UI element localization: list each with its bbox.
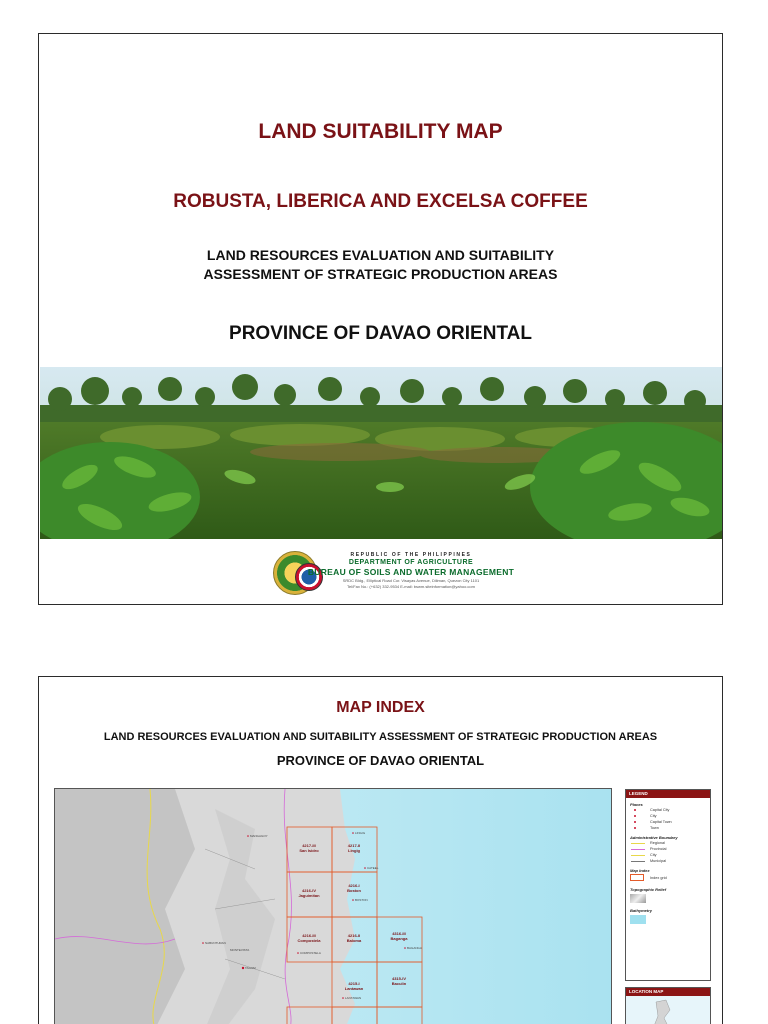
legend-places-heading: Places bbox=[630, 802, 643, 807]
cover-page bbox=[38, 33, 723, 605]
location-map bbox=[625, 987, 711, 1024]
grid-name: Jaguimitan bbox=[298, 893, 320, 898]
department-label: DEPARTMENT OF AGRICULTURE bbox=[348, 559, 474, 566]
legend-item: City bbox=[626, 813, 710, 819]
agency-footer bbox=[39, 539, 722, 605]
city-icon bbox=[634, 815, 636, 817]
grid-name: Baloma bbox=[346, 938, 362, 943]
subtitle-line-2: ASSESSMENT OF STRATEGIC PRODUCTION AREAS bbox=[203, 266, 558, 282]
crop-title: ROBUSTA, LIBERICA AND EXCELSA COFFEE bbox=[173, 191, 588, 212]
place-label: LINGIG bbox=[355, 831, 366, 835]
map-legend bbox=[625, 789, 711, 981]
location-map-graphic bbox=[626, 996, 711, 1024]
grid-name: Baculin bbox=[391, 981, 407, 986]
legend-relief-swatch bbox=[626, 892, 710, 904]
map-index-subtitle: LAND RESOURCES EVALUATION AND SUITABILITY ASSESSMENT OF STRATEGIC PRODUCTION AREAS bbox=[103, 731, 658, 743]
legend-boundary-heading: Administrative Boundary bbox=[630, 835, 678, 840]
map-title: LAND SUITABILITY MAP bbox=[258, 120, 503, 143]
grid-code: 4217-II bbox=[347, 843, 361, 848]
subtitle-line-1: LAND RESOURCES EVALUATION AND SUITABILITY bbox=[206, 247, 555, 263]
bureau-label: BUREAU OF SOILS AND WATER MANAGEMENT bbox=[307, 567, 515, 577]
capital-town-icon bbox=[634, 821, 636, 823]
place-label: MONTEVISTA bbox=[230, 948, 250, 952]
place-label: TAGUM bbox=[245, 966, 256, 970]
provincial-line-icon bbox=[631, 849, 645, 850]
province-title: PROVINCE OF DAVAO ORIENTAL bbox=[229, 323, 532, 344]
grid-code: 4316-III bbox=[392, 931, 406, 936]
grid-code: 4216-IV bbox=[301, 888, 317, 893]
map-index-page bbox=[38, 676, 723, 1024]
place-label: COMPOSTELA bbox=[300, 951, 321, 955]
grid-code: 4216-II bbox=[347, 933, 361, 938]
index-map bbox=[54, 788, 612, 1024]
map-index-title: MAP INDEX bbox=[336, 699, 425, 716]
agency-contact: Tel/Fax No.: (+632) 332-9534 E-mail: bswm.siteinformation@yahoo.com bbox=[346, 584, 475, 589]
place-label: CATEEL bbox=[367, 866, 379, 870]
legend-bathy-heading: Bathymetry bbox=[630, 908, 653, 913]
city-line-icon bbox=[631, 855, 645, 856]
place-label: MANGAGOY bbox=[250, 834, 268, 838]
grid-name: Baganga bbox=[390, 936, 408, 941]
index-grid-icon bbox=[630, 874, 644, 881]
bathymetry-swatch-icon bbox=[630, 915, 646, 924]
municipal-line-icon bbox=[631, 861, 645, 862]
grid-name: Boston bbox=[347, 888, 361, 893]
legend-item: City bbox=[626, 852, 710, 858]
town-icon bbox=[634, 827, 636, 829]
legend-title: LEGEND bbox=[626, 790, 710, 798]
relief-swatch-icon bbox=[630, 894, 646, 903]
legend-item: Regional bbox=[626, 840, 710, 846]
grid-name: Lingig bbox=[348, 848, 360, 853]
grid-name: Lantawan bbox=[344, 986, 364, 991]
legend-item: Town bbox=[626, 825, 710, 831]
legend-item: Capital City bbox=[626, 807, 710, 813]
legend-index-heading: Map Index bbox=[630, 868, 650, 873]
capital-city-icon bbox=[634, 809, 636, 811]
grid-name: Compostela bbox=[297, 938, 321, 943]
grid-code: 4216-III bbox=[302, 933, 316, 938]
grid-name: San Isidro bbox=[299, 848, 319, 853]
agency-address: SRDC Bldg., Elliptical Road Cor. Visayas Avenue, Diliman, Quezon City 1101 bbox=[342, 578, 480, 583]
map-index-province: PROVINCE OF DAVAO ORIENTAL bbox=[276, 753, 485, 768]
place-label: LANTAWAN bbox=[345, 996, 362, 1000]
grid-code: 4216-I bbox=[348, 883, 360, 888]
coffee-plantation-photo bbox=[40, 367, 722, 539]
project-subtitle bbox=[39, 246, 722, 284]
grid-code: 4315-IV bbox=[391, 976, 407, 981]
legend-item: Capital Town bbox=[626, 819, 710, 825]
location-map-title: LOCATION MAP bbox=[626, 988, 710, 996]
legend-item: Index grid bbox=[626, 873, 710, 883]
legend-bathy-swatch bbox=[626, 913, 710, 925]
regional-line-icon bbox=[631, 843, 645, 844]
legend-item: Municipal bbox=[626, 858, 710, 864]
legend-item: Provincial bbox=[626, 846, 710, 852]
grid-code: 4215-I bbox=[348, 981, 360, 986]
place-label: BAGANGA bbox=[407, 946, 422, 950]
grid-code: 4217-III bbox=[302, 843, 316, 848]
place-label: BOSTON bbox=[355, 898, 368, 902]
place-label: NABUNTURAN bbox=[205, 941, 226, 945]
republic-label: REPUBLIC OF THE PHILIPPINES bbox=[350, 552, 472, 558]
legend-relief-heading: Topographic Relief bbox=[630, 887, 667, 892]
